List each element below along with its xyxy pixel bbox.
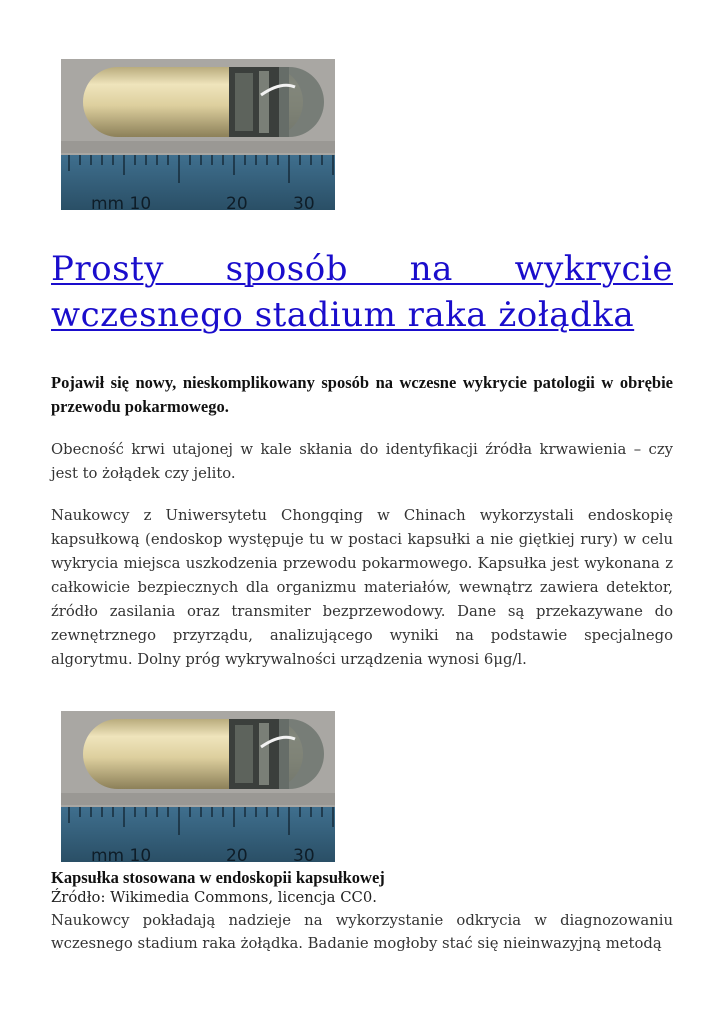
ruler-label-30: 30 — [293, 194, 315, 210]
ruler-label-mm10: mm 10 — [91, 846, 152, 862]
article-title-link[interactable]: Prosty sposób na wykrycie wczesnego stadium raka żołądka — [51, 249, 673, 335]
caption-source: Źródło: Wikimedia Commons, licencja CC0. — [51, 889, 377, 906]
ruler-label-30: 30 — [293, 846, 315, 862]
paragraph-3: Naukowcy pokładają nadzieje na wykorzystanie odkrycia w diagnozowaniu wczesnego stadium raka żołądka. Badanie mogłoby stać się nieinwazyjną metodą — [51, 912, 673, 952]
article-title[interactable] — [51, 246, 673, 338]
ruler-label-20: 20 — [226, 846, 248, 862]
ruler-label-20: 20 — [226, 194, 248, 210]
paragraph-2: Naukowcy z Uniwersytetu Chongqing w Chinach wykorzystali endoskopię kapsułkową (endoskop występuje tu w postaci kapsułki a nie giętkiej rury) w celu wykrycia miejsca uszkodzenia przewodu pokarmowego. Kapsułka jest wykonana z całkowicie bezpiecznych dla organizmu materiałów, wewnątrz zawiera detektor, źródło zasilania oraz transmiter bezprzewodowy. Dane są przekazywane do zewnętrznego przyrządu, analizującego wyniki na podstawie specjalnego algorytmu. Dolny próg wykrywalności urządzenia wynosi 6μg/l. — [51, 507, 673, 668]
article-lead: Pojawił się nowy, nieskomplikowany sposób na wczesne wykrycie patologii w obrębie przewodu pokarmowego. — [51, 373, 673, 416]
capsule-photo-top — [61, 59, 335, 210]
caption-title: Kapsułka stosowana w endoskopii kapsułkowej — [51, 868, 385, 887]
capsule-photo-bottom — [61, 711, 335, 862]
image-caption — [51, 868, 673, 908]
paragraph-1: Obecność krwi utajonej w kale skłania do identyfikacji źródła krwawienia – czy jest to żołądek czy jelito. — [51, 441, 673, 482]
ruler-label-mm10: mm 10 — [91, 194, 152, 210]
